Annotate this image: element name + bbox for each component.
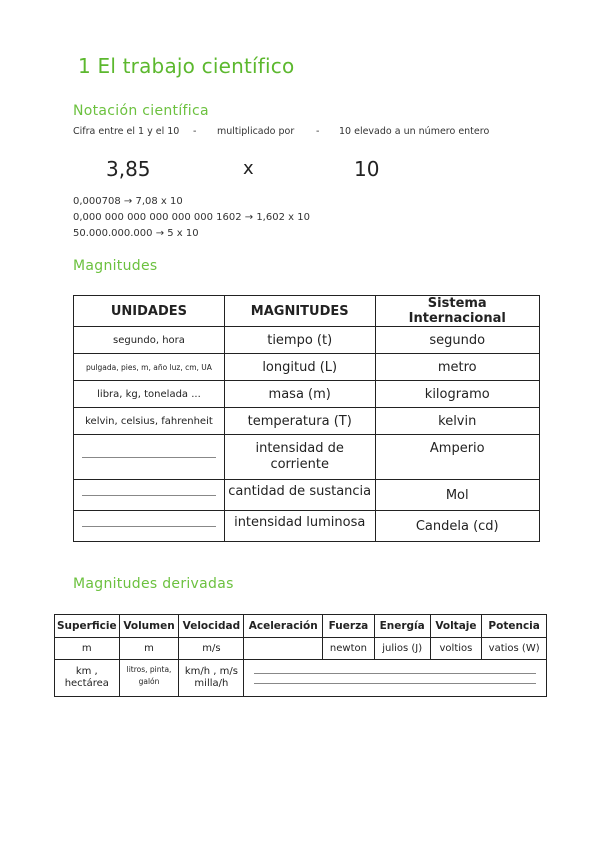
- table-row: [74, 480, 540, 511]
- si-cell: Mol: [375, 480, 540, 511]
- section-heading-derived: Magnitudes derivadas: [73, 576, 234, 592]
- blank-line: [82, 495, 216, 496]
- si-cell: Amperio: [375, 435, 540, 480]
- table-cell: km , hectárea: [55, 660, 120, 697]
- magnitude-cell: cantidad de sustancia: [224, 480, 375, 511]
- header-cell: Superficie: [55, 615, 120, 638]
- table-cell: julios (J): [374, 638, 430, 660]
- derived-magnitudes-table: [54, 614, 547, 697]
- blank-line: [82, 526, 216, 527]
- table-row: [74, 435, 540, 480]
- si-cell: kelvin: [375, 408, 540, 435]
- notation-example-1: 0,000708 → 7,08 x 10: [73, 196, 183, 207]
- notation-part-1: Cifra entre el 1 y el 10: [73, 126, 180, 137]
- units-blank-cell: [74, 435, 225, 480]
- magnitude-cell: intensidad de corriente: [224, 435, 375, 480]
- notation-example-3: 50.000.000.000 → 5 x 10: [73, 228, 199, 239]
- notation-dash-2: -: [316, 126, 320, 137]
- blank-line: [254, 683, 536, 684]
- header-magnitudes: MAGNITUDES: [224, 296, 375, 327]
- table-row: [55, 660, 547, 697]
- table-cell: voltios: [430, 638, 482, 660]
- blank-line: [254, 673, 536, 674]
- header-cell: Energía: [374, 615, 430, 638]
- notation-dash-1: -: [193, 126, 197, 137]
- si-cell: segundo: [375, 327, 540, 354]
- table-row: [74, 408, 540, 435]
- table-cell: m: [55, 638, 120, 660]
- header-cell: Volumen: [119, 615, 179, 638]
- section-heading-notation: Notación científica: [73, 103, 209, 119]
- table-row: [74, 327, 540, 354]
- notation-base: 10: [354, 157, 380, 181]
- header-cell: Potencia: [482, 615, 547, 638]
- section-heading-magnitudes: Magnitudes: [73, 258, 158, 274]
- si-cell: kilogramo: [375, 381, 540, 408]
- units-cell: segundo, hora: [74, 327, 225, 354]
- units-cell: kelvin, celsius, fahrenheit: [74, 408, 225, 435]
- si-cell: metro: [375, 354, 540, 381]
- table-cell: newton: [323, 638, 375, 660]
- table-cell: [244, 638, 323, 660]
- header-cell: Fuerza: [323, 615, 375, 638]
- magnitude-cell: masa (m): [224, 381, 375, 408]
- page-title: 1 El trabajo científico: [78, 54, 295, 78]
- notation-times: x: [243, 158, 254, 179]
- table-header-row: [74, 296, 540, 327]
- units-blank-cell: [74, 480, 225, 511]
- units-cell: pulgada, pies, m, año luz, cm, UA: [74, 354, 225, 381]
- notation-mantissa: 3,85: [106, 157, 151, 181]
- table-row: [74, 381, 540, 408]
- notation-part-3: 10 elevado a un número entero: [339, 126, 490, 137]
- table-header-row: [55, 615, 547, 638]
- table-row: [74, 354, 540, 381]
- magnitudes-table: [73, 295, 540, 542]
- table-cell: m/s: [179, 638, 244, 660]
- table-cell: litros, pinta, galón: [119, 660, 179, 697]
- units-blank-cell: [74, 511, 225, 542]
- table-cell: km/h , m/s milla/h: [179, 660, 244, 697]
- magnitude-cell: temperatura (T): [224, 408, 375, 435]
- table-row: [74, 511, 540, 542]
- table-cell: m: [119, 638, 179, 660]
- blank-line: [82, 457, 216, 458]
- table-row: [55, 638, 547, 660]
- header-cell: Aceleración: [244, 615, 323, 638]
- magnitude-cell: tiempo (t): [224, 327, 375, 354]
- header-units: UNIDADES: [74, 296, 225, 327]
- blank-lines-cell: [244, 660, 547, 697]
- header-cell: Voltaje: [430, 615, 482, 638]
- magnitude-cell: longitud (L): [224, 354, 375, 381]
- table-cell: vatios (W): [482, 638, 547, 660]
- notation-part-2: multiplicado por: [217, 126, 295, 137]
- header-cell: Velocidad: [179, 615, 244, 638]
- si-cell: Candela (cd): [375, 511, 540, 542]
- header-si: Sistema Internacional: [375, 296, 540, 327]
- magnitude-cell: intensidad luminosa: [224, 511, 375, 542]
- notation-example-2: 0,000 000 000 000 000 000 1602 → 1,602 x 10: [73, 212, 310, 223]
- units-cell: libra, kg, tonelada ...: [74, 381, 225, 408]
